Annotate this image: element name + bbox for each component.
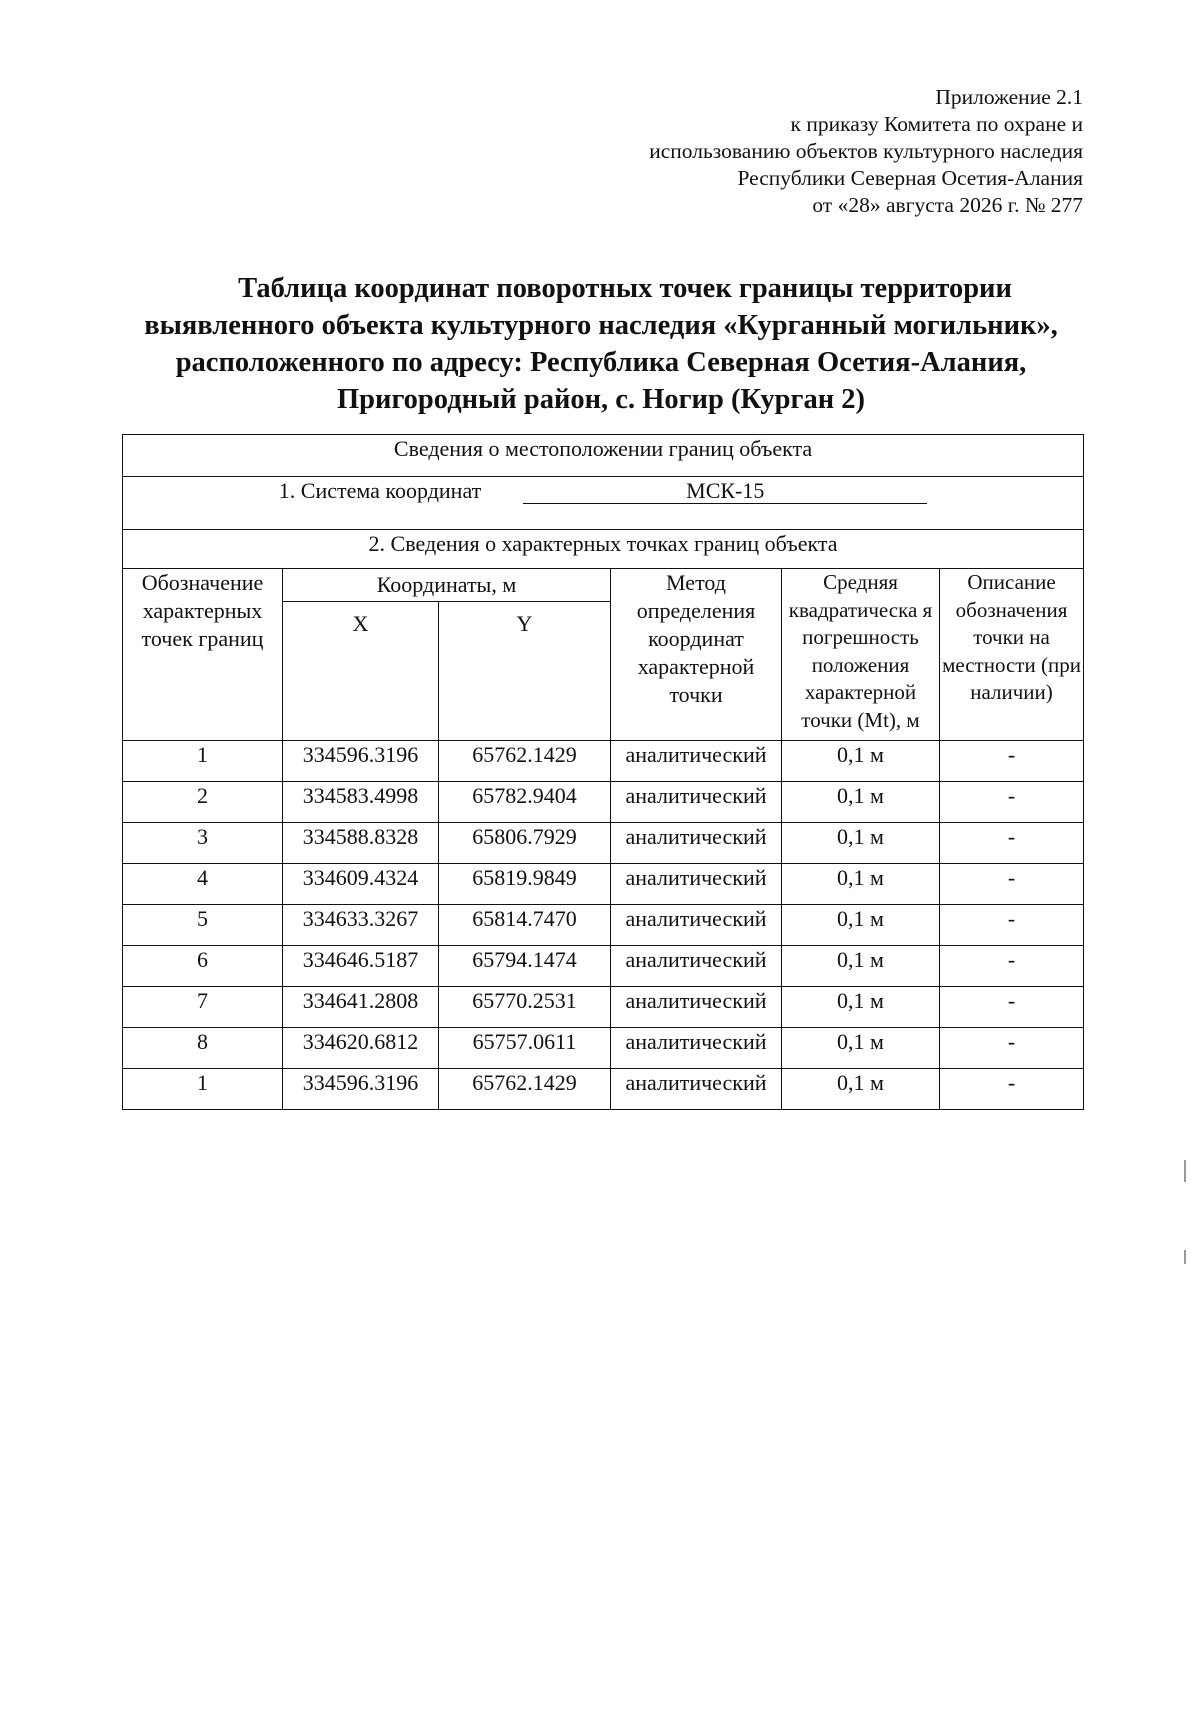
cell-y: 65794.1474 <box>439 946 611 987</box>
cell-x: 334588.8328 <box>283 823 439 864</box>
cell-y: 65806.7929 <box>439 823 611 864</box>
scan-mark <box>1184 1250 1186 1264</box>
appendix-reference <box>649 84 1083 219</box>
cell-method: аналитический <box>611 741 782 782</box>
cell-method: аналитический <box>611 1028 782 1069</box>
cell-y: 65819.9849 <box>439 864 611 905</box>
cell-error: 0,1 м <box>782 1028 940 1069</box>
cell-y: 65757.0611 <box>439 1028 611 1069</box>
cell-description: - <box>940 1069 1084 1110</box>
cell-point: 8 <box>123 1028 283 1069</box>
cell-description: - <box>940 987 1084 1028</box>
coordinate-system-label: 1. Система координат <box>278 478 482 503</box>
cell-x: 334641.2808 <box>283 987 439 1028</box>
cell-description: - <box>940 823 1084 864</box>
column-header-error: Средняя квадратическа я погрешность положения характерной точки (Mt), м <box>782 569 940 741</box>
cell-error: 0,1 м <box>782 823 940 864</box>
cell-method: аналитический <box>611 823 782 864</box>
scan-mark <box>1184 1160 1186 1182</box>
cell-point: 3 <box>123 823 283 864</box>
cell-method: аналитический <box>611 905 782 946</box>
cell-error: 0,1 м <box>782 1069 940 1110</box>
column-header-x: X <box>283 602 439 741</box>
column-header-y: Y <box>439 602 611 741</box>
cell-description: - <box>940 741 1084 782</box>
title-line: выявленного объекта культурного наследия «Курганный могильник», <box>144 310 1058 341</box>
cell-method: аналитический <box>611 1069 782 1110</box>
cell-description: - <box>940 905 1084 946</box>
table-row <box>123 1028 1084 1069</box>
table-row <box>123 741 1084 782</box>
cell-y: 65782.9404 <box>439 782 611 823</box>
title-line: расположенного по адресу: Республика Северная Осетия-Алания, <box>175 347 1027 378</box>
cell-point: 2 <box>123 782 283 823</box>
table-row <box>123 905 1084 946</box>
cell-x: 334646.5187 <box>283 946 439 987</box>
cell-error: 0,1 м <box>782 782 940 823</box>
section-header: Сведения о местоположении границ объекта <box>123 435 1084 477</box>
cell-point: 1 <box>123 741 283 782</box>
cell-error: 0,1 м <box>782 905 940 946</box>
appendix-line: Республики Северная Осетия-Алания <box>737 166 1083 190</box>
cell-x: 334596.3196 <box>283 741 439 782</box>
cell-description: - <box>940 946 1084 987</box>
cell-error: 0,1 м <box>782 946 940 987</box>
cell-description: - <box>940 782 1084 823</box>
appendix-line: использованию объектов культурного наследия <box>649 139 1083 163</box>
coordinate-system-value: МСК-15 <box>523 479 927 504</box>
table-row <box>123 864 1084 905</box>
title-line: Таблица координат поворотных точек границы территории <box>238 273 1012 304</box>
table-row <box>123 946 1084 987</box>
cell-point: 7 <box>123 987 283 1028</box>
cell-error: 0,1 м <box>782 741 940 782</box>
cell-point: 4 <box>123 864 283 905</box>
cell-point: 1 <box>123 1069 283 1110</box>
column-header-designation: Обозначение характерных точек границ <box>123 569 283 741</box>
table-row <box>123 823 1084 864</box>
cell-y: 65762.1429 <box>439 1069 611 1110</box>
cell-method: аналитический <box>611 987 782 1028</box>
cell-x: 334596.3196 <box>283 1069 439 1110</box>
cell-error: 0,1 м <box>782 864 940 905</box>
title-line: Пригородный район, с. Ногир (Курган 2) <box>337 384 865 415</box>
coordinates-table <box>122 434 1084 1110</box>
cell-y: 65762.1429 <box>439 741 611 782</box>
cell-method: аналитический <box>611 864 782 905</box>
cell-point: 6 <box>123 946 283 987</box>
cell-point: 5 <box>123 905 283 946</box>
column-header-method: Метод определения координат характерной точки <box>611 569 782 741</box>
cell-y: 65814.7470 <box>439 905 611 946</box>
cell-description: - <box>940 1028 1084 1069</box>
cell-y: 65770.2531 <box>439 987 611 1028</box>
cell-x: 334620.6812 <box>283 1028 439 1069</box>
cell-error: 0,1 м <box>782 987 940 1028</box>
table-row <box>123 987 1084 1028</box>
document-title <box>120 270 1082 418</box>
points-section-header: 2. Сведения о характерных точках границ объекта <box>123 530 1084 569</box>
cell-x: 334609.4324 <box>283 864 439 905</box>
cell-x: 334583.4998 <box>283 782 439 823</box>
cell-method: аналитический <box>611 946 782 987</box>
table-row <box>123 782 1084 823</box>
appendix-line: от «28» августа 2026 г. № 277 <box>812 193 1083 217</box>
appendix-line: Приложение 2.1 <box>935 85 1083 109</box>
cell-method: аналитический <box>611 782 782 823</box>
column-header-coordinates: Координаты, м <box>283 569 611 602</box>
coordinate-system-row <box>123 477 1084 530</box>
column-header-description: Описание обозначения точки на местности (при наличии) <box>940 569 1084 741</box>
table-row <box>123 1069 1084 1110</box>
cell-description: - <box>940 864 1084 905</box>
appendix-line: к приказу Комитета по охране и <box>790 112 1083 136</box>
cell-x: 334633.3267 <box>283 905 439 946</box>
